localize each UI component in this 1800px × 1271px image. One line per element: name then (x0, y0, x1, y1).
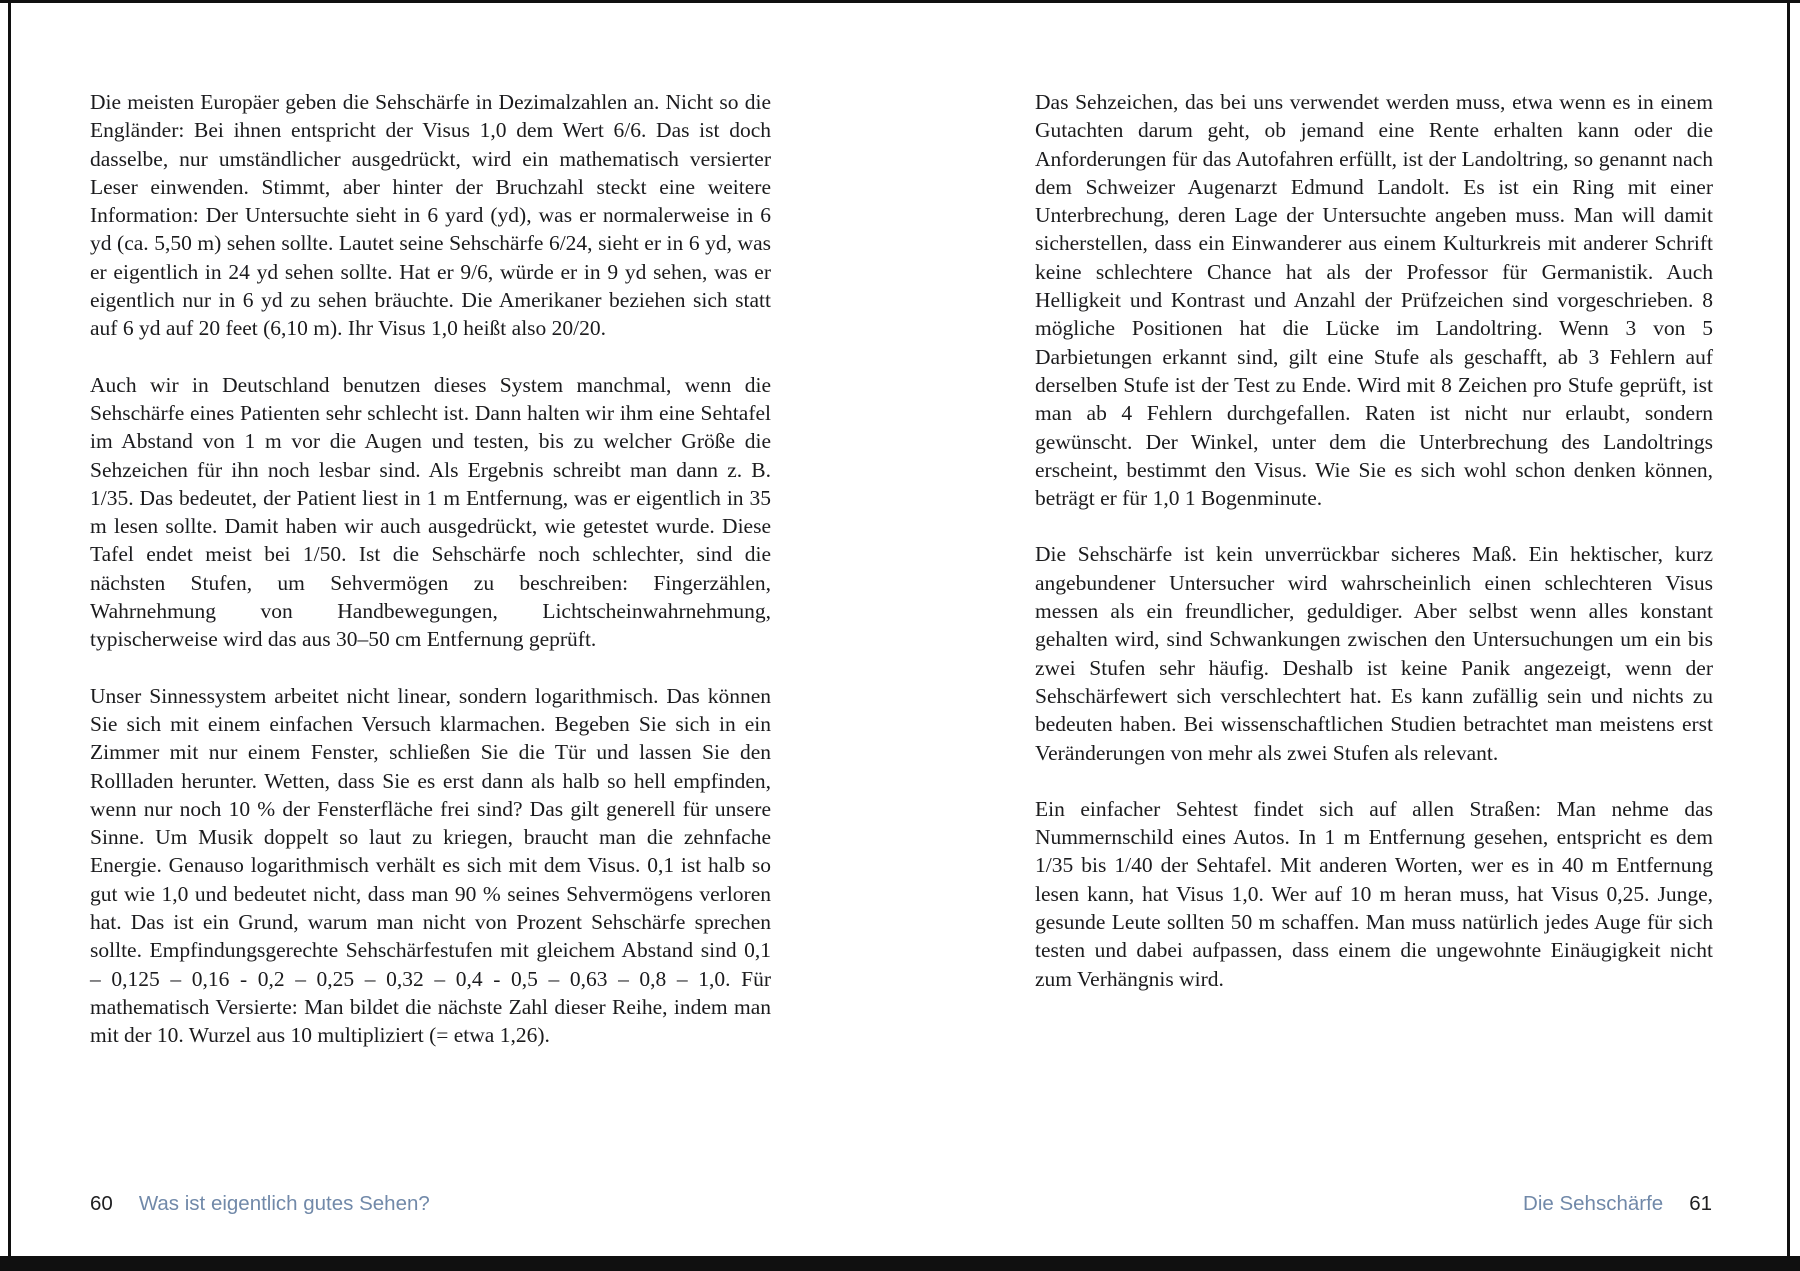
right-page-text-column (1035, 88, 1713, 993)
scan-edge-right (1787, 0, 1790, 1271)
right-page-footer (1523, 1192, 1712, 1216)
scan-edge-top (0, 0, 1800, 3)
right-page-paragraph-1: Das Sehzeichen, das bei uns verwendet werden muss, etwa wenn es in einem Gutachten darum geht, ob jemand eine Rente erhalten kann oder die Anforderungen für das Autofahren erfüllt, ist der Landoltring, so genannt nach dem Schweizer Augenarzt Edmund Landolt. Es ist ein Ring mit einer Unterbrechung, deren Lage der Untersuchte angeben muss. Man will damit sicherstellen, dass ein Einwanderer aus einem Kulturkreis mit anderer Schrift keine schlechtere Chance hat als der Professor für Germanistik. Auch Helligkeit und Kontrast und Anzahl der Prüfzeichen sind vorgeschrieben. 8 mögliche Positionen hat die Lücke im Landoltring. Wenn 3 von 5 Darbietungen erkannt sind, gilt eine Stufe als geschafft, ab 3 Fehlern auf derselben Stufe ist der Test zu Ende. Wird mit 8 Zeichen pro Stufe geprüft, ist man ab 4 Fehlern durchgefallen. Raten ist nicht nur erlaubt, sondern gewünscht. Der Winkel, unter dem die Unterbrechung des Landoltrings erscheint, bestimmt den Visus. Wie Sie es sich wohl schon denken können, beträgt er für 1,0 1 Bogenminute. (1035, 90, 1713, 511)
left-page-text-column (90, 88, 771, 1050)
right-page-number: 61 (1689, 1192, 1712, 1215)
right-page-paragraph-2: Die Sehschärfe ist kein unverrückbar sicheres Maß. Ein hektischer, kurz angebundener Untersucher wird wahrscheinlich einen schlechteren Visus messen als ein freundlicher, geduldiger. Aber selbst wenn alles konstant gehalten wird, sind Schwankungen zwischen den Untersuchungen um ein bis zwei Stufen sehr häufig. Deshalb ist keine Panik angezeigt, wenn der Sehschärfewert sich verschlechtert hat. Es kann zufällig sein und nichts zu bedeuten haben. Bei wissenschaftlichen Studien betrachtet man meistens erst Veränderungen von mehr als zwei Stufen als relevant. (1035, 542, 1713, 765)
left-page-chapter-title: Was ist eigentlich gutes Sehen? (138, 1192, 430, 1215)
left-page-paragraph-2: Auch wir in Deutschland benutzen dieses System manchmal, wenn die Sehschärfe eines Patienten sehr schlecht ist. Dann halten wir ihm eine Sehtafel im Abstand von 1 m vor die Augen und testen, bis zu welcher Größe die Sehzeichen für ihn noch lesbar sind. Als Ergebnis schreibt man dann z. B. 1/35. Das bedeutet, der Patient liest in 1 m Entfernung, was er eigentlich in 35 m lesen sollte. Damit haben wir auch ausgedrückt, wie getestet wurde. Diese Tafel endet meist bei 1/50. Ist die Sehschärfe noch schlechter, sind die nächsten Stufen, um Sehvermögen zu beschreiben: Fingerzählen, Wahrnehmung von Handbewegungen, Lichtscheinwahrnehmung, typischerweise wird das aus 30–50 cm Entfernung geprüft. (90, 372, 771, 652)
left-page-paragraph-1: Die meisten Europäer geben die Sehschärfe in Dezimalzahlen an. Nicht so die Engländer: Bei ihnen entspricht der Visus 1,0 dem Wert 6/6. Das ist doch dasselbe, nur umständlicher ausgedrückt, wird ein mathematisch versierter Leser einwenden. Stimmt, aber hinter der Bruchzahl steckt eine weitere Information: Der Untersuchte sieht in 6 yard (yd), was er normalerweise in 6 yd (ca. 5,50 m) sehen sollte. Lautet seine Sehschärfe 6/24, sieht er in 6 yd, was er eigentlich in 24 yd sehen sollte. Hat er 9/6, würde er in 9 yd sehen, was er eigentlich nur in 6 yd zu sehen bräuchte. Die Amerikaner beziehen sich statt auf 6 yd auf 20 feet (6,10 m). Ihr Visus 1,0 heißt also 20/20. (90, 90, 771, 341)
left-page-number: 60 (90, 1192, 113, 1215)
left-page-paragraph-3: Unser Sinnessystem arbeitet nicht linear, sondern logarithmisch. Das können Sie sich mit einem einfachen Versuch klarmachen. Begeben Sie sich in ein Zimmer mit nur einem Fenster, schließen Sie die Tür und lassen Sie den Rollladen herunter. Wetten, dass Sie es erst dann als halb so hell empfinden, wenn nur noch 10 % der Fensterfläche frei sind? Das gilt generell für unsere Sinne. Um Musik doppelt so laut zu kriegen, braucht man die zehnfache Energie. Genauso logarithmisch verhält es sich mit dem Visus. 0,1 ist halb so gut wie 1,0 und bedeutet nicht, dass man 90 % seines Sehvermögens verloren hat. Das ist ein Grund, warum man nicht von Prozent Sehschärfe sprechen sollte. Empfindungsgerechte Sehschärfestufen mit gleichem Abstand sind 0,1 – 0,125 – 0,16 - 0,2 – 0,25 – 0,32 – 0,4 - 0,5 – 0,63 – 0,8 – 1,0. Für mathematisch Versierte: Man bildet die nächste Zahl dieser Reihe, indem man mit der 10. Wurzel aus 10 multipliziert (= etwa 1,26). (90, 683, 771, 1048)
scan-edge-bottom (0, 1256, 1800, 1271)
left-page-footer (90, 1192, 430, 1216)
right-page-chapter-title: Die Sehschärfe (1523, 1192, 1664, 1215)
scan-edge-left (8, 0, 11, 1271)
right-page-paragraph-3: Ein einfacher Sehtest findet sich auf allen Straßen: Man nehme das Nummernschild eines Autos. In 1 m Entfernung gesehen, entspricht es dem 1/35 bis 1/40 der Sehtafel. Mit anderen Worten, wer es in 40 m Entfernung lesen kann, hat Visus 1,0. Wer auf 10 m heran muss, hat Visus 0,25. Junge, gesunde Leute sollten 50 m schaffen. Man muss natürlich jedes Auge für sich testen und dabei aufpassen, dass einem die ungewohnte Einäugigkeit nicht zum Verhängnis wird. (1035, 796, 1713, 991)
